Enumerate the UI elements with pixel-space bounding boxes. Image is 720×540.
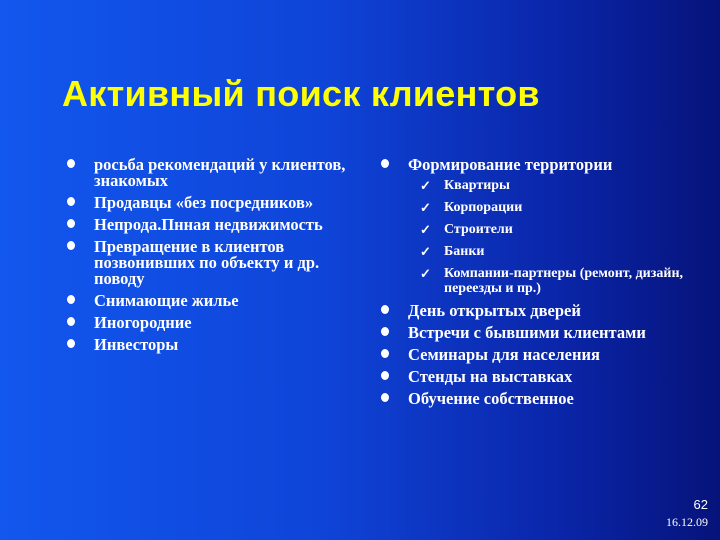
left-column bbox=[66, 157, 356, 359]
sub-list-item bbox=[414, 266, 690, 296]
bullet-icon bbox=[381, 327, 389, 336]
sub-list-item-text: Строители bbox=[444, 222, 513, 237]
list-item bbox=[66, 157, 356, 189]
bullet-icon bbox=[67, 197, 75, 206]
sub-list-item-text: Банки bbox=[444, 244, 485, 259]
list-item-text: Встречи с бывшими клиентами bbox=[408, 323, 646, 342]
sub-list-item-text: Компании-партнеры (ремонт, дизайн, переезды и пр.) bbox=[444, 266, 684, 296]
check-mark-icon: ✓ bbox=[420, 222, 431, 237]
list-item bbox=[380, 157, 690, 296]
check-mark-icon: ✓ bbox=[420, 266, 431, 281]
bullet-icon bbox=[381, 393, 389, 402]
bullet-icon bbox=[381, 371, 389, 380]
page-number: 62 bbox=[693, 497, 708, 512]
list-item bbox=[66, 315, 356, 331]
list-item-text: Непрода.Пнная недвижимость bbox=[94, 215, 323, 234]
list-item-text: Иногородние bbox=[94, 313, 192, 332]
sub-check-list bbox=[408, 178, 690, 296]
sub-list-item bbox=[414, 178, 690, 193]
list-item-text: Семинары для населения bbox=[408, 345, 600, 364]
bullet-icon bbox=[381, 159, 389, 168]
list-item-text: Формирование территории bbox=[408, 155, 613, 174]
bullet-icon bbox=[381, 349, 389, 358]
bullet-icon bbox=[67, 159, 75, 168]
list-item bbox=[380, 325, 690, 341]
list-item bbox=[380, 347, 690, 363]
list-item bbox=[380, 303, 690, 319]
list-item-text: Продавцы «без посредников» bbox=[94, 193, 314, 212]
left-bullet-list bbox=[66, 157, 356, 353]
sub-list-item-text: Квартиры bbox=[444, 178, 510, 193]
list-item-text: Снимающие жилье bbox=[94, 291, 239, 310]
bullet-icon bbox=[67, 241, 75, 250]
bullet-icon bbox=[67, 339, 75, 348]
list-item-text: Обучение собственное bbox=[408, 389, 574, 408]
sub-list-item-text: Корпорации bbox=[444, 200, 523, 215]
slide-title: Активный поиск клиентов bbox=[62, 73, 540, 114]
list-item bbox=[380, 391, 690, 407]
sub-list-item bbox=[414, 244, 690, 259]
list-item bbox=[66, 337, 356, 353]
right-bullet-list bbox=[380, 157, 690, 407]
list-item-text: Стенды на выставках bbox=[408, 367, 573, 386]
bullet-icon bbox=[381, 305, 389, 314]
list-item bbox=[66, 239, 356, 287]
list-item-text: Превращение в клиентов позвонивших по объекту и др. поводу bbox=[94, 237, 320, 288]
check-mark-icon: ✓ bbox=[420, 200, 431, 215]
sub-list-item bbox=[414, 222, 690, 237]
check-mark-icon: ✓ bbox=[420, 178, 431, 193]
slide-date: 16.12.09 bbox=[666, 515, 708, 529]
bullet-icon bbox=[67, 317, 75, 326]
sub-list-item bbox=[414, 200, 690, 215]
list-item bbox=[66, 293, 356, 309]
bullet-icon bbox=[67, 295, 75, 304]
check-mark-icon: ✓ bbox=[420, 244, 431, 259]
list-item-text: Инвесторы bbox=[94, 335, 179, 354]
list-item-text: День открытых дверей bbox=[408, 301, 581, 320]
right-column bbox=[380, 157, 690, 413]
list-item bbox=[380, 369, 690, 385]
list-item-text: росьба рекомендаций у клиентов, знакомых bbox=[94, 155, 346, 190]
bullet-icon bbox=[67, 219, 75, 228]
list-item bbox=[66, 217, 356, 233]
list-item bbox=[66, 195, 356, 211]
